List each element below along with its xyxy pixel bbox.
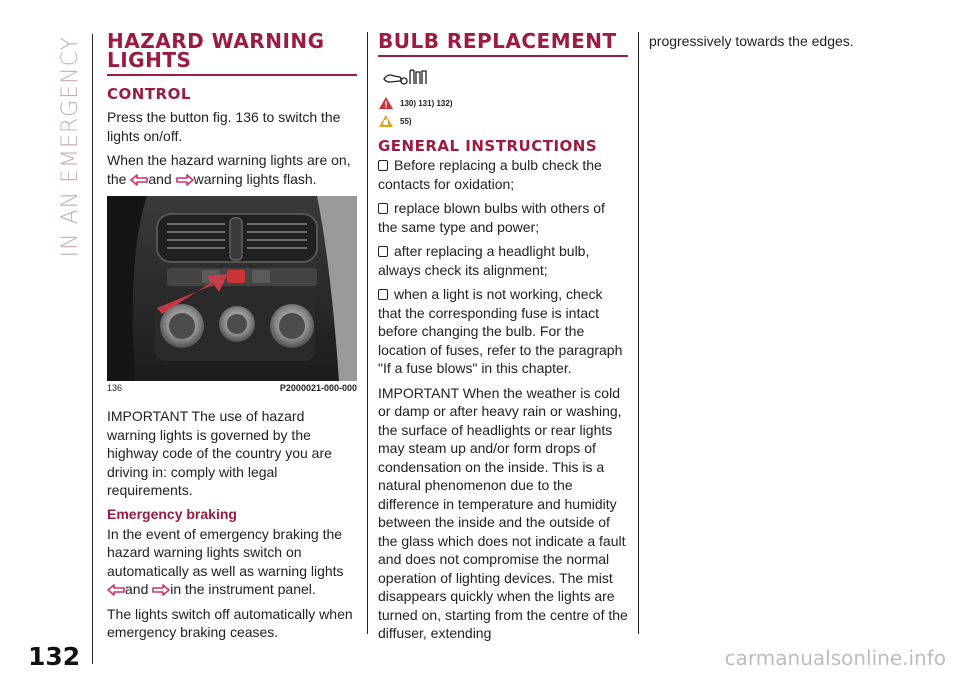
bullet-box-icon [378, 246, 388, 257]
bullet-item [378, 156, 628, 193]
paragraph-important-highway: IMPORTANT The use of hazard warning lights is governed by the highway code of the country you are driving in: comply with legal requirements. [107, 408, 332, 498]
heading-emergency-braking: Emergency braking [107, 505, 237, 522]
page-number: 132 [28, 642, 81, 671]
figure-code: P2000021-000-000 [279, 383, 357, 393]
caution-reference-numbers: 55) [400, 116, 412, 126]
caution-hand-icon [378, 114, 394, 128]
dashboard-photo [107, 196, 357, 381]
bullet-text: Before replacing a bulb check the contacts for oxidation; [378, 157, 602, 192]
bullet-box-icon [378, 203, 388, 214]
text-fragment: In the event of emergency braking the hazard warning lights switch on automatically as well as warning lights [107, 525, 344, 579]
text-fragment: warning lights flash. [193, 170, 317, 187]
bullet-text: when a light is not working, check that the corresponding fuse is intact before changing the bulb. For the location of fuses, refer to the paragraph "If a fuse blows" in this chapter. [378, 286, 623, 376]
bullet-text: after replacing a headlight bulb, always check its alignment; [378, 243, 590, 278]
hand-bulb-icon [382, 67, 628, 92]
text-fragment: and [148, 170, 172, 187]
turn-left-indicator-icon [107, 584, 125, 596]
section-side-title: IN AN EMERGENCY [58, 36, 83, 258]
text-fragment: When the hazard warning lights are on, the [107, 152, 351, 187]
watermark: carmanualsonline.info [724, 646, 946, 670]
warning-triangle-icon [378, 96, 394, 110]
paragraph-continued: progressively towards the edges. [649, 33, 854, 49]
warning-references [378, 96, 628, 110]
bullet-text: replace blown bulbs with others of the same type and power; [378, 200, 605, 235]
column-bulb-replacement [378, 29, 628, 649]
bullet-item [378, 285, 628, 378]
paragraph-switch-off: The lights switch off automatically when emergency braking ceases. [107, 605, 353, 640]
column-rule [638, 32, 639, 634]
bullet-box-icon [378, 160, 388, 171]
bullet-box-icon [378, 289, 388, 300]
text-fragment: in the instrument panel. [170, 581, 316, 597]
column-continued [649, 32, 899, 57]
turn-left-indicator-icon [130, 174, 148, 186]
figure-caption [107, 383, 357, 393]
bullet-item [378, 199, 628, 236]
turn-right-indicator-icon [152, 584, 170, 596]
turn-right-indicator-icon [176, 174, 194, 186]
paragraph-emergency-braking [107, 525, 357, 599]
bullet-item [378, 242, 628, 279]
figure-hazard-button-photo [107, 196, 357, 381]
column-hazard-warning [107, 29, 357, 648]
side-rule [92, 34, 93, 664]
warning-reference-numbers: 130) 131) 132) [400, 98, 453, 108]
heading-bulb-replacement: BULB REPLACEMENT [378, 32, 628, 57]
figure-number: 136 [107, 383, 123, 393]
paragraph-important-condensation: IMPORTANT When the weather is cold or damp or after heavy rain or washing, the surface of headlights or rear lights may steam up and/or form drops of condensation on the inside. This is a natural phenomenon due to the difference in temperature and humidity between the inside and the outside of the glass which does not indicate a fault and does not compromise the normal operation of lighting devices. The mist disappears quickly when the lights are turned on, starting from the centre of the diffuser, extending [378, 384, 628, 641]
text-fragment: and [125, 581, 149, 597]
subheading-general-instructions: GENERAL INSTRUCTIONS [378, 137, 598, 155]
subheading-control: CONTROL [107, 85, 191, 103]
paragraph-press-button: Press the button fig. 136 to switch the lights on/off. [107, 109, 341, 144]
caution-references [378, 114, 628, 128]
column-rule [367, 32, 368, 634]
heading-hazard-warning-lights: HAZARD WARNING LIGHTS [107, 32, 357, 76]
paragraph-warning-flash [107, 151, 357, 188]
